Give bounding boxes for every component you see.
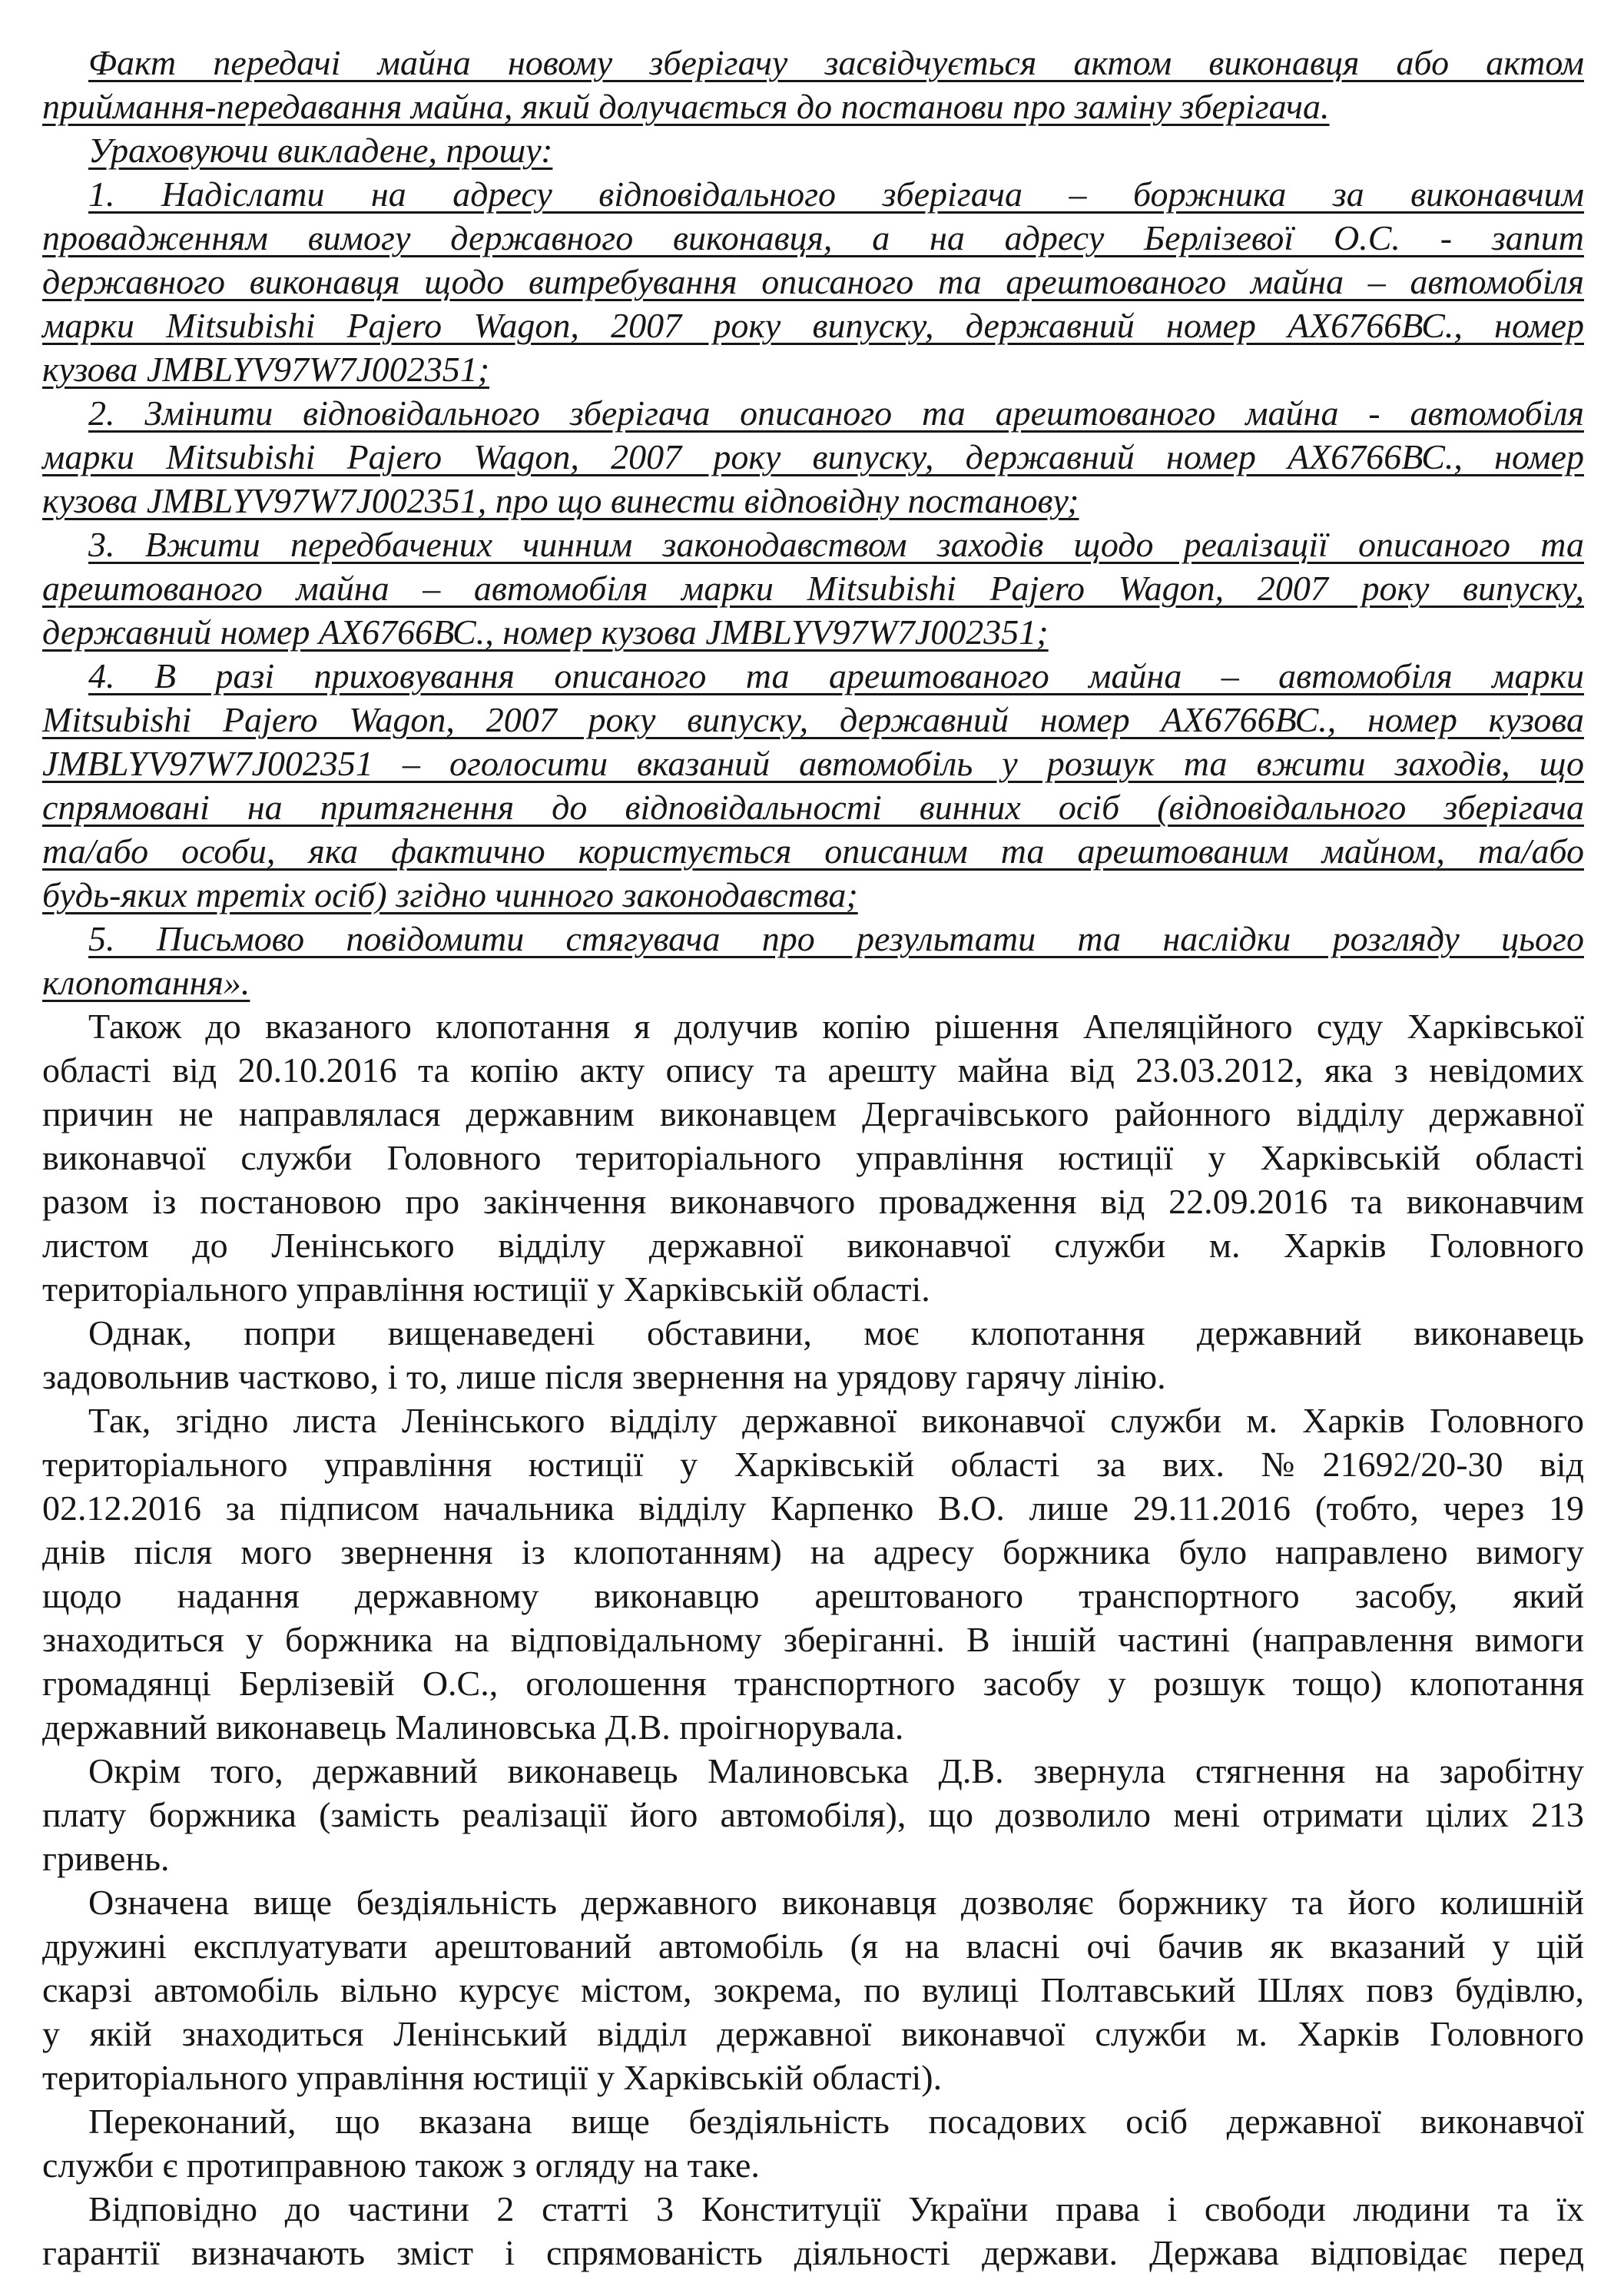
text-line: кузова JMBLYV97W7J002351; bbox=[42, 350, 490, 389]
text-line: дружині експлуатувати арештований автомобіль (я на власні очі бачив як вказаний у цій bbox=[42, 1926, 1584, 1966]
text-line: територіального управління юстиції у Харківській області. bbox=[42, 1269, 930, 1309]
text-line: арештованого майна – автомобіля марки Mitsubishi Pajero Wagon, 2007 року випуску, bbox=[42, 569, 1584, 608]
text-line: Однак, попри вищенаведені обставини, моє клопотання державний виконавець bbox=[88, 1313, 1584, 1352]
text-line: скарзі автомобіль вільно курсує містом, зокрема, по вулиці Полтавський Шлях повз будівлю, bbox=[42, 1970, 1584, 2009]
text-line: Означена вище бездіяльність державного виконавця дозволяє боржнику та його колишній bbox=[88, 1883, 1584, 1922]
text-line: плату боржника (замість реалізації його автомобіля), що дозволило мені отримати цілих 213 bbox=[42, 1795, 1584, 1834]
text-line: Переконаний, що вказана вище бездіяльність посадових осіб державної виконавчої bbox=[88, 2102, 1584, 2141]
quoted-request-paragraph bbox=[42, 41, 1584, 128]
text-line: державний виконавець Малиновська Д.В. проігнорувала. bbox=[42, 1707, 904, 1747]
text-line: 4. В разі приховування описаного та арештованого майна – автомобіля марки bbox=[88, 656, 1584, 695]
text-line: 3. Вжити передбачених чинним законодавством заходів щодо реалізації описаного та bbox=[88, 525, 1584, 564]
text-line: 1. Надіслати на адресу відповідального зберігача – боржника за виконавчим bbox=[88, 174, 1584, 214]
text-line: Факт передачі майна новому зберігачу засвідчується актом виконавця або актом bbox=[88, 43, 1584, 82]
text-line: гривень. bbox=[42, 1839, 170, 1878]
text-line: 5. Письмово повідомити стягувача про результати та наслідки розгляду цього bbox=[88, 919, 1584, 958]
quoted-request-paragraph bbox=[42, 654, 1584, 917]
body-paragraph bbox=[42, 1004, 1584, 1311]
text-line: територіального управління юстиції у Харківській області за вих. №21692/20-30 від bbox=[42, 1445, 1584, 1484]
text-line: Окрім того, державний виконавець Малиновська Д.В. звернула стягнення на заробітну bbox=[88, 1751, 1584, 1790]
body-paragraph bbox=[42, 2187, 1584, 2275]
quoted-request-paragraph bbox=[42, 523, 1584, 654]
text-line: гарантії визначають зміст і спрямованість діяльності держави. Держава відповідає перед bbox=[42, 2233, 1584, 2272]
text-line: днів після мого звернення із клопотанням) на адресу боржника було направлено вимогу bbox=[42, 1532, 1584, 1571]
text-line: марки Mitsubishi Pajero Wagon, 2007 року випуску, державний номер АХ6766ВС., номер bbox=[42, 306, 1584, 345]
text-line: державний номер АХ6766ВС., номер кузова JMBLYV97W7J002351; bbox=[42, 612, 1049, 652]
body-paragraph bbox=[42, 1399, 1584, 1749]
text-line: та/або особи, яка фактично користується описаним та арештованим майном, та/або bbox=[42, 831, 1584, 871]
text-line: Так, згідно листа Ленінського відділу державної виконавчої служби м. Харків Головного bbox=[88, 1401, 1584, 1440]
text-line: спрямовані на притягнення до відповідальності винних осіб (відповідального зберігача bbox=[42, 788, 1584, 827]
quoted-request-paragraph bbox=[42, 917, 1584, 1004]
text-line: виконавчої служби Головного територіального управління юстиції у Харківській області bbox=[42, 1138, 1584, 1177]
body-paragraph bbox=[42, 2099, 1584, 2187]
text-line: знаходиться у боржника на відповідальному зберіганні. В іншій частині (направлення вимоги bbox=[42, 1620, 1584, 1659]
text-line: Також до вказаного клопотання я долучив копію рішення Апеляційного суду Харківської bbox=[88, 1007, 1584, 1046]
text-line: територіального управління юстиції у Харківській області). bbox=[42, 2058, 943, 2097]
text-line: клопотання». bbox=[42, 963, 250, 1002]
body-paragraph bbox=[42, 1749, 1584, 1880]
quoted-request-paragraph bbox=[42, 172, 1584, 391]
text-line: провадженням вимогу державного виконавця, а на адресу Берлізевої О.С. - запит bbox=[42, 218, 1584, 257]
text-line: задовольнив частково, і то, лише після звернення на урядову гарячу лінію. bbox=[42, 1357, 1166, 1396]
text-line: приймання-передавання майна, який долучається до постанови про заміну зберігача. bbox=[42, 87, 1330, 126]
body-paragraph bbox=[42, 1880, 1584, 2099]
text-line: марки Mitsubishi Pajero Wagon, 2007 року випуску, державний номер АХ6766ВС., номер bbox=[42, 437, 1584, 476]
text-line: будь-яких третіх осіб) згідно чинного законодавства; bbox=[42, 875, 858, 914]
text-line: причин не направлялася державним виконавцем Дергачівського районного відділу державної bbox=[42, 1094, 1584, 1133]
text-line: Відповідно до частини 2 статті 3 Конституції України права і свободи людини та їх bbox=[88, 2189, 1584, 2228]
text-line: 02.12.2016 за підписом начальника відділу Карпенко В.О. лише 29.11.2016 (тобто, через 19 bbox=[42, 1488, 1584, 1528]
text-line: кузова JMBLYV97W7J002351, про що винести відповідну постанову; bbox=[42, 481, 1079, 520]
text-line: JMBLYV97W7J002351 – оголосити вказаний автомобіль у розшук та вжити заходів, що bbox=[42, 744, 1584, 783]
text-line: щодо надання державному виконавцю арештованого транспортного засобу, який bbox=[42, 1576, 1584, 1615]
text-line: у якій знаходиться Ленінський відділ державної виконавчої служби м. Харків Головного bbox=[42, 2014, 1584, 2053]
text-line: служби є протиправною також з огляду на таке. bbox=[42, 2145, 760, 2185]
text-line: 2. Змінити відповідального зберігача описаного та арештованого майна - автомобіля bbox=[88, 393, 1584, 433]
quoted-request-paragraph bbox=[42, 391, 1584, 523]
body-paragraph bbox=[42, 1311, 1584, 1399]
text-line: Ураховуючи викладене, прошу: bbox=[88, 131, 553, 170]
text-line: державного виконавця щодо витребування описаного та арештованого майна – автомобіля bbox=[42, 262, 1584, 301]
text-line: разом із постановою про закінчення виконавчого провадження від 22.09.2016 та виконавчим bbox=[42, 1182, 1584, 1221]
text-line: громадянці Берлізевій О.С., оголошення транспортного засобу у розшук тощо) клопотання bbox=[42, 1664, 1584, 1703]
text-line: області від 20.10.2016 та копію акту опису та арешту майна від 23.03.2012, яка з невідомих bbox=[42, 1050, 1584, 1090]
quoted-request-paragraph bbox=[42, 128, 1584, 172]
text-line: Mitsubishi Pajero Wagon, 2007 року випуску, державний номер АХ6766ВС., номер кузова bbox=[42, 700, 1584, 739]
document-page bbox=[42, 41, 1584, 2275]
text-line: листом до Ленінського відділу державної виконавчої служби м. Харків Головного bbox=[42, 1226, 1584, 1265]
